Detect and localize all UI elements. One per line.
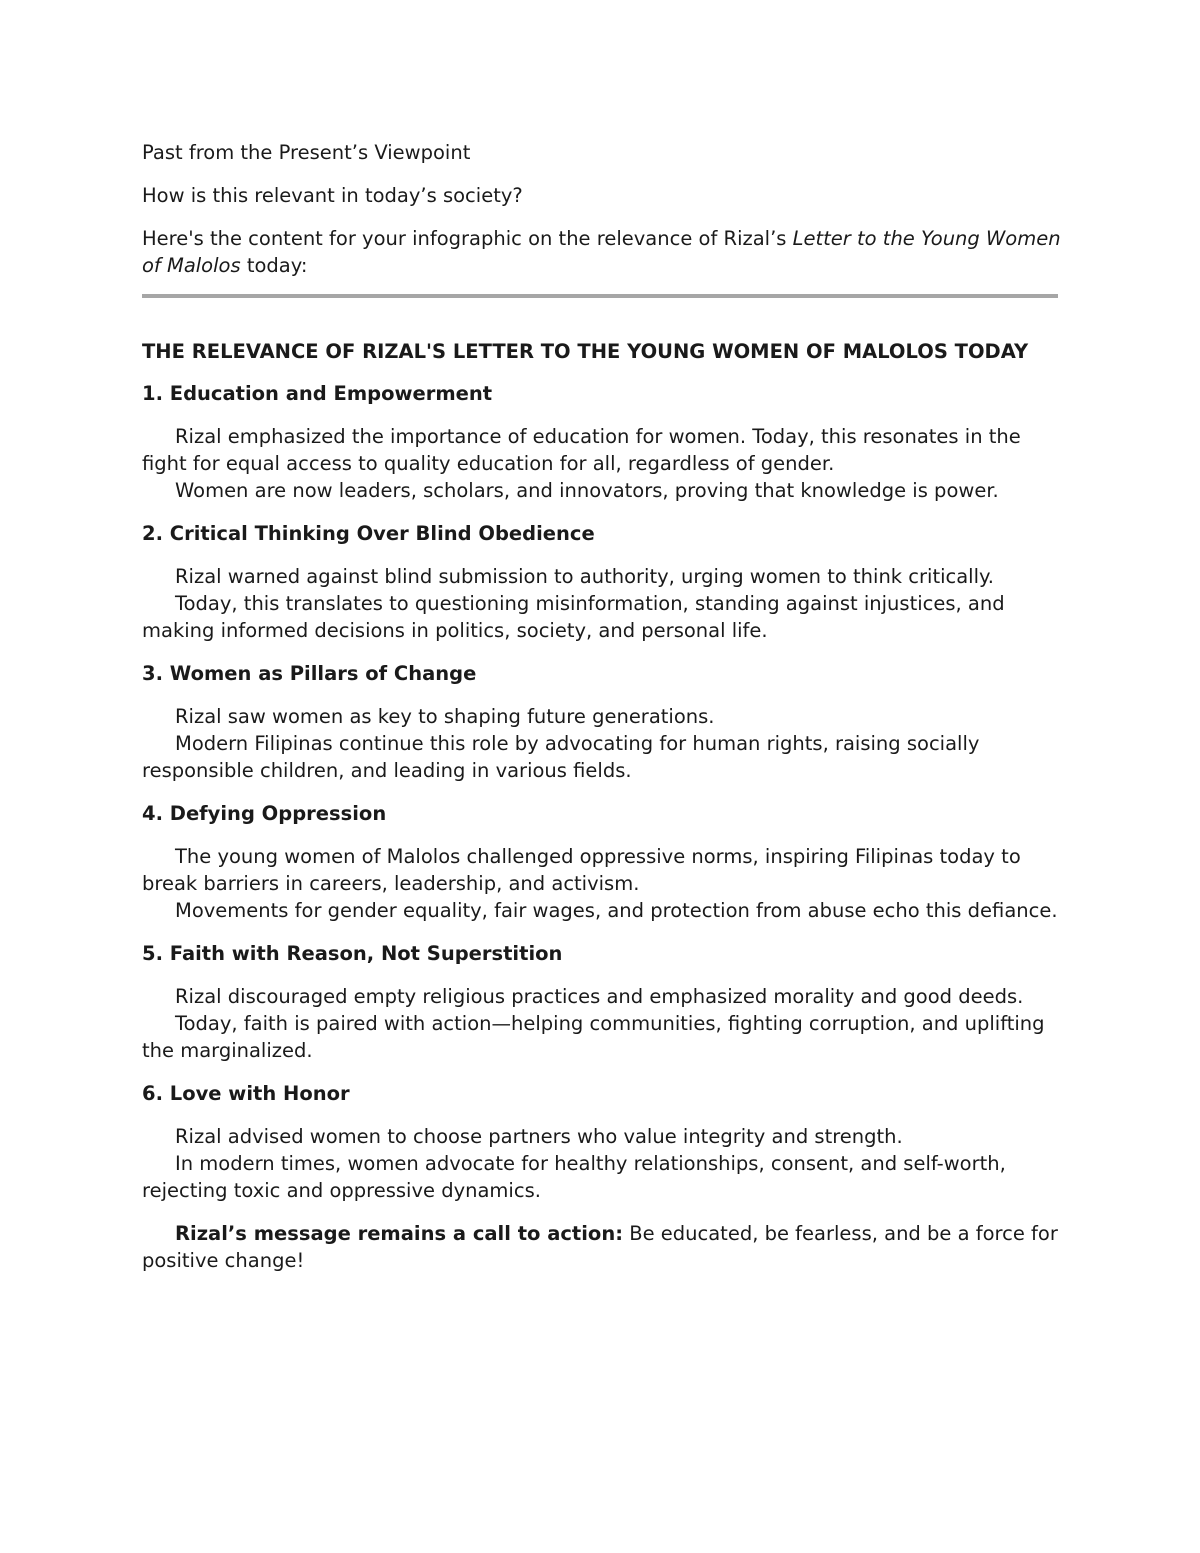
section-4 — [142, 800, 1062, 924]
closing-text: Be educated, be fearless, and be a force for positive change! — [142, 1222, 1058, 1272]
section-heading: 6. Love with Honor — [142, 1082, 350, 1105]
section-2 — [142, 520, 1062, 644]
closing-paragraph — [142, 1220, 1062, 1274]
header-line-2: How is this relevant in today’s society? — [142, 184, 523, 207]
section-paragraph: Rizal discouraged empty religious practices and emphasized morality and good deeds. — [175, 985, 1024, 1008]
section-paragraph: Rizal warned against blind submission to authority, urging women to think critically. — [175, 565, 994, 588]
section-1 — [142, 380, 1062, 504]
header-line-1: Past from the Present’s Viewpoint — [142, 141, 471, 164]
section-paragraph: Rizal advised women to choose partners who value integrity and strength. — [175, 1125, 903, 1148]
section-5 — [142, 940, 1062, 1064]
section-paragraph: In modern times, women advocate for healthy relationships, consent, and self-worth, rejecting toxic and oppressive dynamics. — [142, 1152, 1006, 1202]
section-paragraph: Women are now leaders, scholars, and innovators, proving that knowledge is power. — [175, 479, 999, 502]
horizontal-rule — [142, 294, 1058, 298]
intro-paragraph — [142, 225, 1062, 279]
section-heading: 5. Faith with Reason, Not Superstition — [142, 942, 563, 965]
section-paragraph: Movements for gender equality, fair wages, and protection from abuse echo this defiance. — [175, 899, 1058, 922]
document-page — [142, 139, 1062, 1274]
document-title: THE RELEVANCE OF RIZAL'S LETTER TO THE YOUNG WOMEN OF MALOLOS TODAY — [142, 340, 1029, 363]
section-heading: 4. Defying Oppression — [142, 802, 387, 825]
section-paragraph: The young women of Malolos challenged oppressive norms, inspiring Filipinas today to break barriers in careers, leadership, and activism. — [142, 845, 1021, 895]
intro-suffix: today: — [240, 254, 308, 277]
section-paragraph: Today, faith is paired with action—helping communities, fighting corruption, and uplifting the marginalized. — [142, 1012, 1045, 1062]
section-6 — [142, 1080, 1062, 1204]
section-paragraph: Rizal emphasized the importance of education for women. Today, this resonates in the fight for equal access to quality education for all, regardless of gender. — [142, 425, 1021, 475]
section-paragraph: Modern Filipinas continue this role by advocating for human rights, raising socially responsible children, and leading in various fields. — [142, 732, 980, 782]
section-heading: 3. Women as Pillars of Change — [142, 662, 477, 685]
intro-prefix: Here's the content for your infographic on the relevance of Rizal’s — [142, 227, 793, 250]
section-heading: 2. Critical Thinking Over Blind Obedience — [142, 522, 595, 545]
section-paragraph: Rizal saw women as key to shaping future generations. — [175, 705, 715, 728]
section-paragraph: Today, this translates to questioning misinformation, standing against injustices, and making informed decisions in politics, society, and personal life. — [142, 592, 1005, 642]
section-heading: 1. Education and Empowerment — [142, 382, 493, 405]
intro-italic-title: Letter to the Young Women of Malolos — [142, 227, 1061, 277]
section-3 — [142, 660, 1062, 784]
closing-bold-lead: Rizal’s message remains a call to action: — [175, 1222, 623, 1245]
